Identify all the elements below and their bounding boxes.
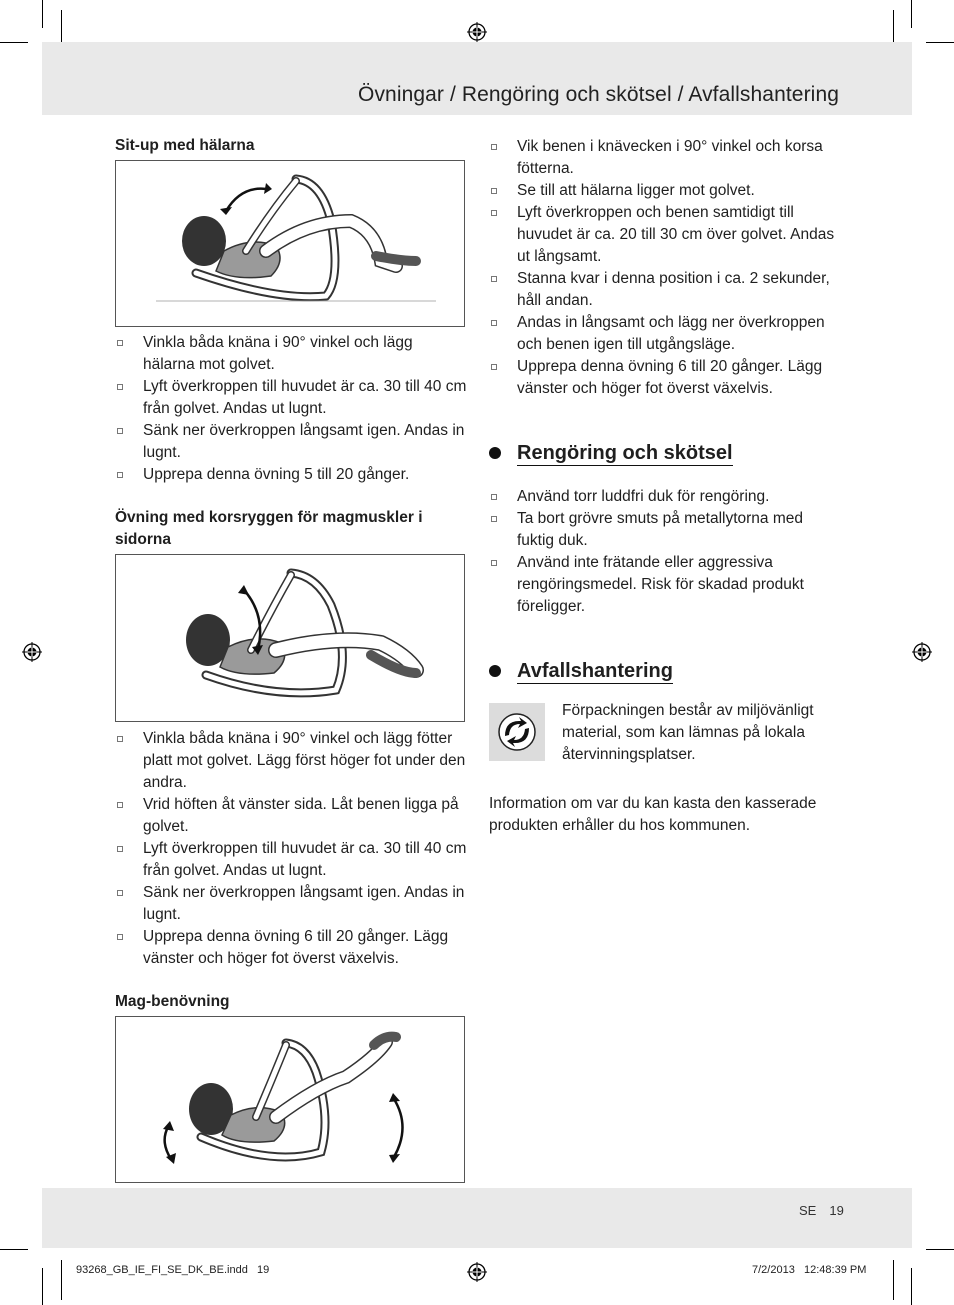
list-item: Se till att hälarna ligger mot golvet.: [489, 180, 839, 202]
exercise-figure-situp: [115, 160, 465, 327]
section-heading: Sit-up med hälarna: [115, 137, 255, 154]
slug-timestamp: 7/2/2013 12:48:39 PM: [752, 1264, 867, 1276]
registration-mark-icon: [467, 22, 487, 42]
recycle-text: Förpackningen består av miljövänligt material, som kan lämnas på lokala återvinningsplatser.: [562, 702, 814, 763]
list-item: Stanna kvar i denna position i ca. 2 sekunder, håll andan.: [489, 268, 839, 312]
bidirectional-arrow-icon: [165, 1127, 171, 1159]
list-item: Använd inte frätande eller aggressiva rengöringsmedel. Risk för skadad produkt föreligger.: [489, 552, 839, 618]
crop-mark: [61, 1260, 62, 1300]
instruction-list: [115, 332, 467, 486]
instruction-list: [115, 728, 467, 970]
instruction-list: [489, 136, 839, 400]
exercise-figure-oblique: [115, 554, 465, 722]
crop-mark: [893, 1260, 894, 1300]
recycle-notice: [489, 703, 839, 766]
registration-mark-icon: [22, 642, 42, 662]
crop-mark: [0, 1249, 28, 1250]
footer-band: [42, 1188, 912, 1248]
list-item: Andas in långsamt och lägg ner överkroppen och benen igen till utgångsläge.: [489, 312, 839, 356]
slug-filename: 93268_GB_IE_FI_SE_DK_BE.indd 19: [76, 1264, 270, 1276]
list-item: Sänk ner överkroppen långsamt igen. Andas in lugnt.: [115, 882, 467, 926]
section-heading: Mag-benövning: [115, 993, 230, 1010]
list-item: Ta bort grövre smuts på metallytorna med fuktig duk.: [489, 508, 839, 552]
list-item: Upprepa denna övning 6 till 20 gånger. Lägg vänster och höger fot överst växelvis.: [489, 356, 839, 400]
language-code: SE: [799, 1203, 817, 1218]
section-heading-cleaning: Rengöring och skötsel: [489, 440, 839, 466]
registration-mark-icon: [912, 642, 932, 662]
list-item: Sänk ner överkroppen långsamt igen. Andas in lugnt.: [115, 420, 467, 464]
list-item: Vinkla båda knäna i 90° vinkel och lägg fötter platt mot golvet. Lägg först höger fot under den andra.: [115, 728, 467, 794]
list-item: Vinkla båda knäna i 90° vinkel och lägg hälarna mot golvet.: [115, 332, 467, 376]
list-item: Använd torr luddfri duk för rengöring.: [489, 486, 839, 508]
section-heading: Övning med korsryggen för magmuskler i sidorna: [115, 509, 423, 548]
list-item: Upprepa denna övning 6 till 20 gånger. Lägg vänster och höger fot överst växelvis.: [115, 926, 467, 970]
list-item: Lyft överkroppen och benen samtidigt till huvudet är ca. 20 till 30 cm över golvet. Andas ut långsamt.: [489, 202, 839, 268]
registration-mark-icon: [467, 1262, 487, 1282]
list-item: Lyft överkroppen till huvudet är ca. 30 till 40 cm från golvet. Andas ut lugnt.: [115, 376, 467, 420]
bidirectional-arrow-icon: [226, 189, 266, 211]
crop-mark: [926, 42, 954, 43]
list-item: Vik benen i knävecken i 90° vinkel och korsa fötterna.: [489, 136, 839, 180]
list-item: Lyft överkroppen till huvudet är ca. 30 till 40 cm från golvet. Andas ut lugnt.: [115, 838, 467, 882]
exercise-figure-leg-raise: [115, 1016, 465, 1183]
left-column: [115, 135, 467, 1183]
crop-mark: [911, 1268, 912, 1305]
list-item: Upprepa denna övning 5 till 20 gånger.: [115, 464, 467, 486]
crop-mark: [42, 0, 43, 28]
page-title: Övningar / Rengöring och skötsel / Avfallshantering: [358, 83, 839, 106]
bullet-dot-icon: [489, 447, 501, 459]
list-item: Vrid höften åt vänster sida. Låt benen ligga på golvet.: [115, 794, 467, 838]
cleaning-list: [489, 486, 839, 618]
section-heading-disposal: Avfallshantering: [489, 658, 839, 684]
disposal-info: Information om var du kan kasta den kasserade produkten erhåller du hos kommunen.: [489, 795, 817, 834]
crop-mark: [911, 0, 912, 28]
page-number-value: 19: [829, 1203, 844, 1218]
page-number: [799, 1203, 857, 1218]
right-column: [489, 135, 839, 837]
crop-mark: [926, 1249, 954, 1250]
recycle-icon: [489, 703, 545, 761]
crop-mark: [42, 1268, 43, 1305]
bullet-dot-icon: [489, 665, 501, 677]
crop-mark: [0, 42, 28, 43]
bidirectional-arrow-icon: [394, 1099, 403, 1157]
